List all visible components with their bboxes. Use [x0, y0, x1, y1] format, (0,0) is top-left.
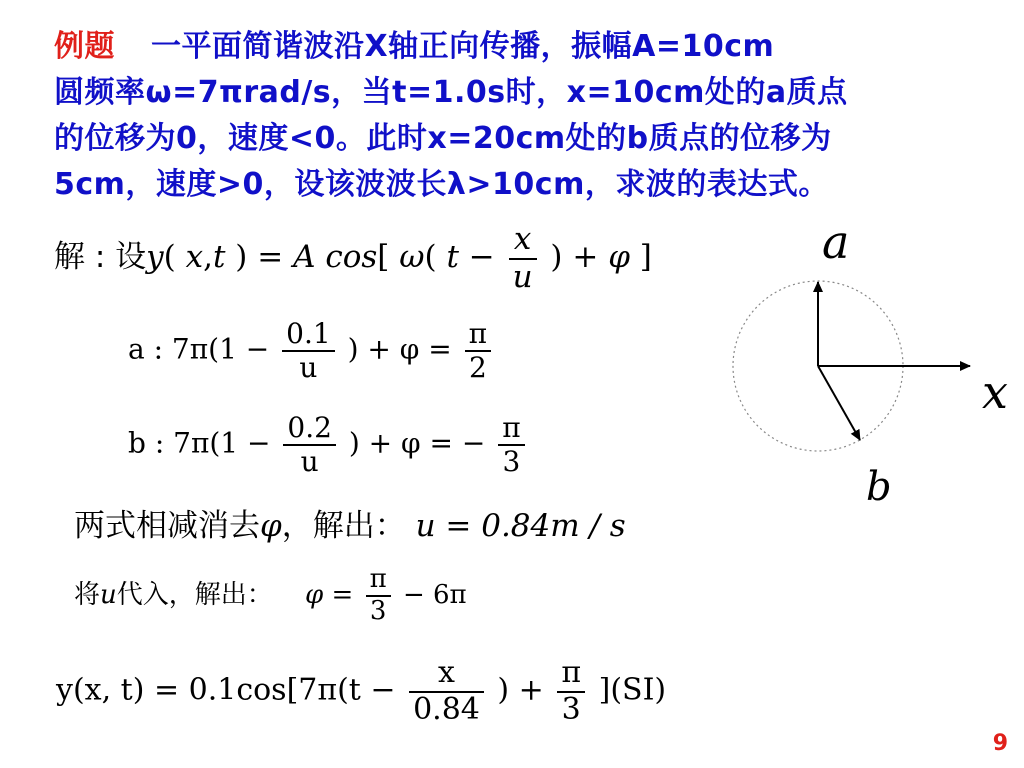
problem-line-1 [54, 24, 994, 70]
problem-label: 例题 [54, 29, 115, 64]
phasor-diagram [700, 210, 1020, 520]
problem-statement [54, 24, 994, 208]
eq-b-fraction [283, 412, 336, 478]
eq-b-prefix: b : 7π(1 − [128, 426, 271, 460]
phi-den: 3 [369, 595, 387, 626]
problem-line-4: 5cm，速度>0，设该波波长λ>10cm，求波的表达式。 [54, 167, 829, 202]
final-suffix: ](SI) [598, 672, 667, 708]
setup-fraction: $\frac{x}{u}$ [509, 222, 537, 295]
substitute-line [74, 565, 467, 627]
eq-a-num: 0.1 [282, 318, 335, 352]
eq-a-rhs-den: 2 [468, 351, 487, 385]
eq-a-rhs [465, 318, 491, 384]
subtract-comma: ，解出： [281, 508, 406, 544]
sub-text2: 代入，解出： [116, 579, 273, 610]
subtract-line [74, 500, 626, 545]
eq-a-mid: ) + φ = [347, 332, 452, 366]
final-num: x [409, 656, 484, 693]
final-mid: ) + [497, 672, 544, 708]
label-b: b [866, 464, 892, 510]
sub-text: 将 [74, 579, 101, 610]
eq-b-mid: ) + φ = − [348, 426, 486, 460]
final-prefix: y(x, t) = 0.1cos[7π(t − [56, 672, 396, 708]
label-x: x [982, 365, 1008, 419]
final-fraction [409, 656, 484, 727]
phi-fraction [366, 565, 391, 627]
sub-u: u [100, 579, 117, 610]
eq-b-num: 0.2 [283, 412, 336, 446]
eq-b-rhs-num: π [498, 412, 524, 446]
setup-prefix: 解 : 设 [54, 239, 147, 276]
subtract-phi: φ [260, 508, 282, 544]
phasor-b-arrow [818, 366, 860, 440]
page-number: 9 [992, 731, 1008, 756]
label-a: a [822, 215, 850, 269]
phi-num: π [366, 565, 391, 597]
problem-line-2: 圆频率ω=7πrad/s，当t=1.0s时，x=10cm处的a质点 [54, 75, 848, 110]
eq-a-rhs-num: π [465, 318, 491, 352]
eq-b-rhs [498, 412, 524, 478]
equation-a [128, 318, 495, 384]
eq-a-prefix: a : 7π(1 − [128, 332, 270, 366]
eq-b-rhs-den: 3 [502, 445, 521, 479]
final-den: 0.84 [413, 691, 480, 727]
phi-rest: − 6π [402, 579, 467, 610]
problem-line-3: 的位移为0，速度<0。此时x=20cm处的b质点的位移为 [54, 121, 832, 156]
eq-b-den: u [300, 445, 319, 479]
subtract-text: 两式相减消去 [74, 508, 260, 544]
eq-a-den: u [299, 351, 318, 385]
eq-a-fraction [282, 318, 335, 384]
final-equation [56, 656, 666, 727]
equation-b [128, 412, 529, 478]
final-rhs-den: 3 [561, 691, 581, 727]
problem-text-1: 一平面简谐波沿X轴正向传播，振幅A=10cm [151, 29, 775, 64]
u-result: u = 0.84m / s [415, 508, 626, 544]
phi-lhs: φ = [305, 579, 354, 610]
setup-equation: 解 : 设y( x,t ) = A cos[ ω( t − $\frac{x}{u}$ ) + φ ] [54, 221, 652, 295]
final-rhs [557, 656, 585, 727]
final-rhs-num: π [557, 656, 585, 693]
